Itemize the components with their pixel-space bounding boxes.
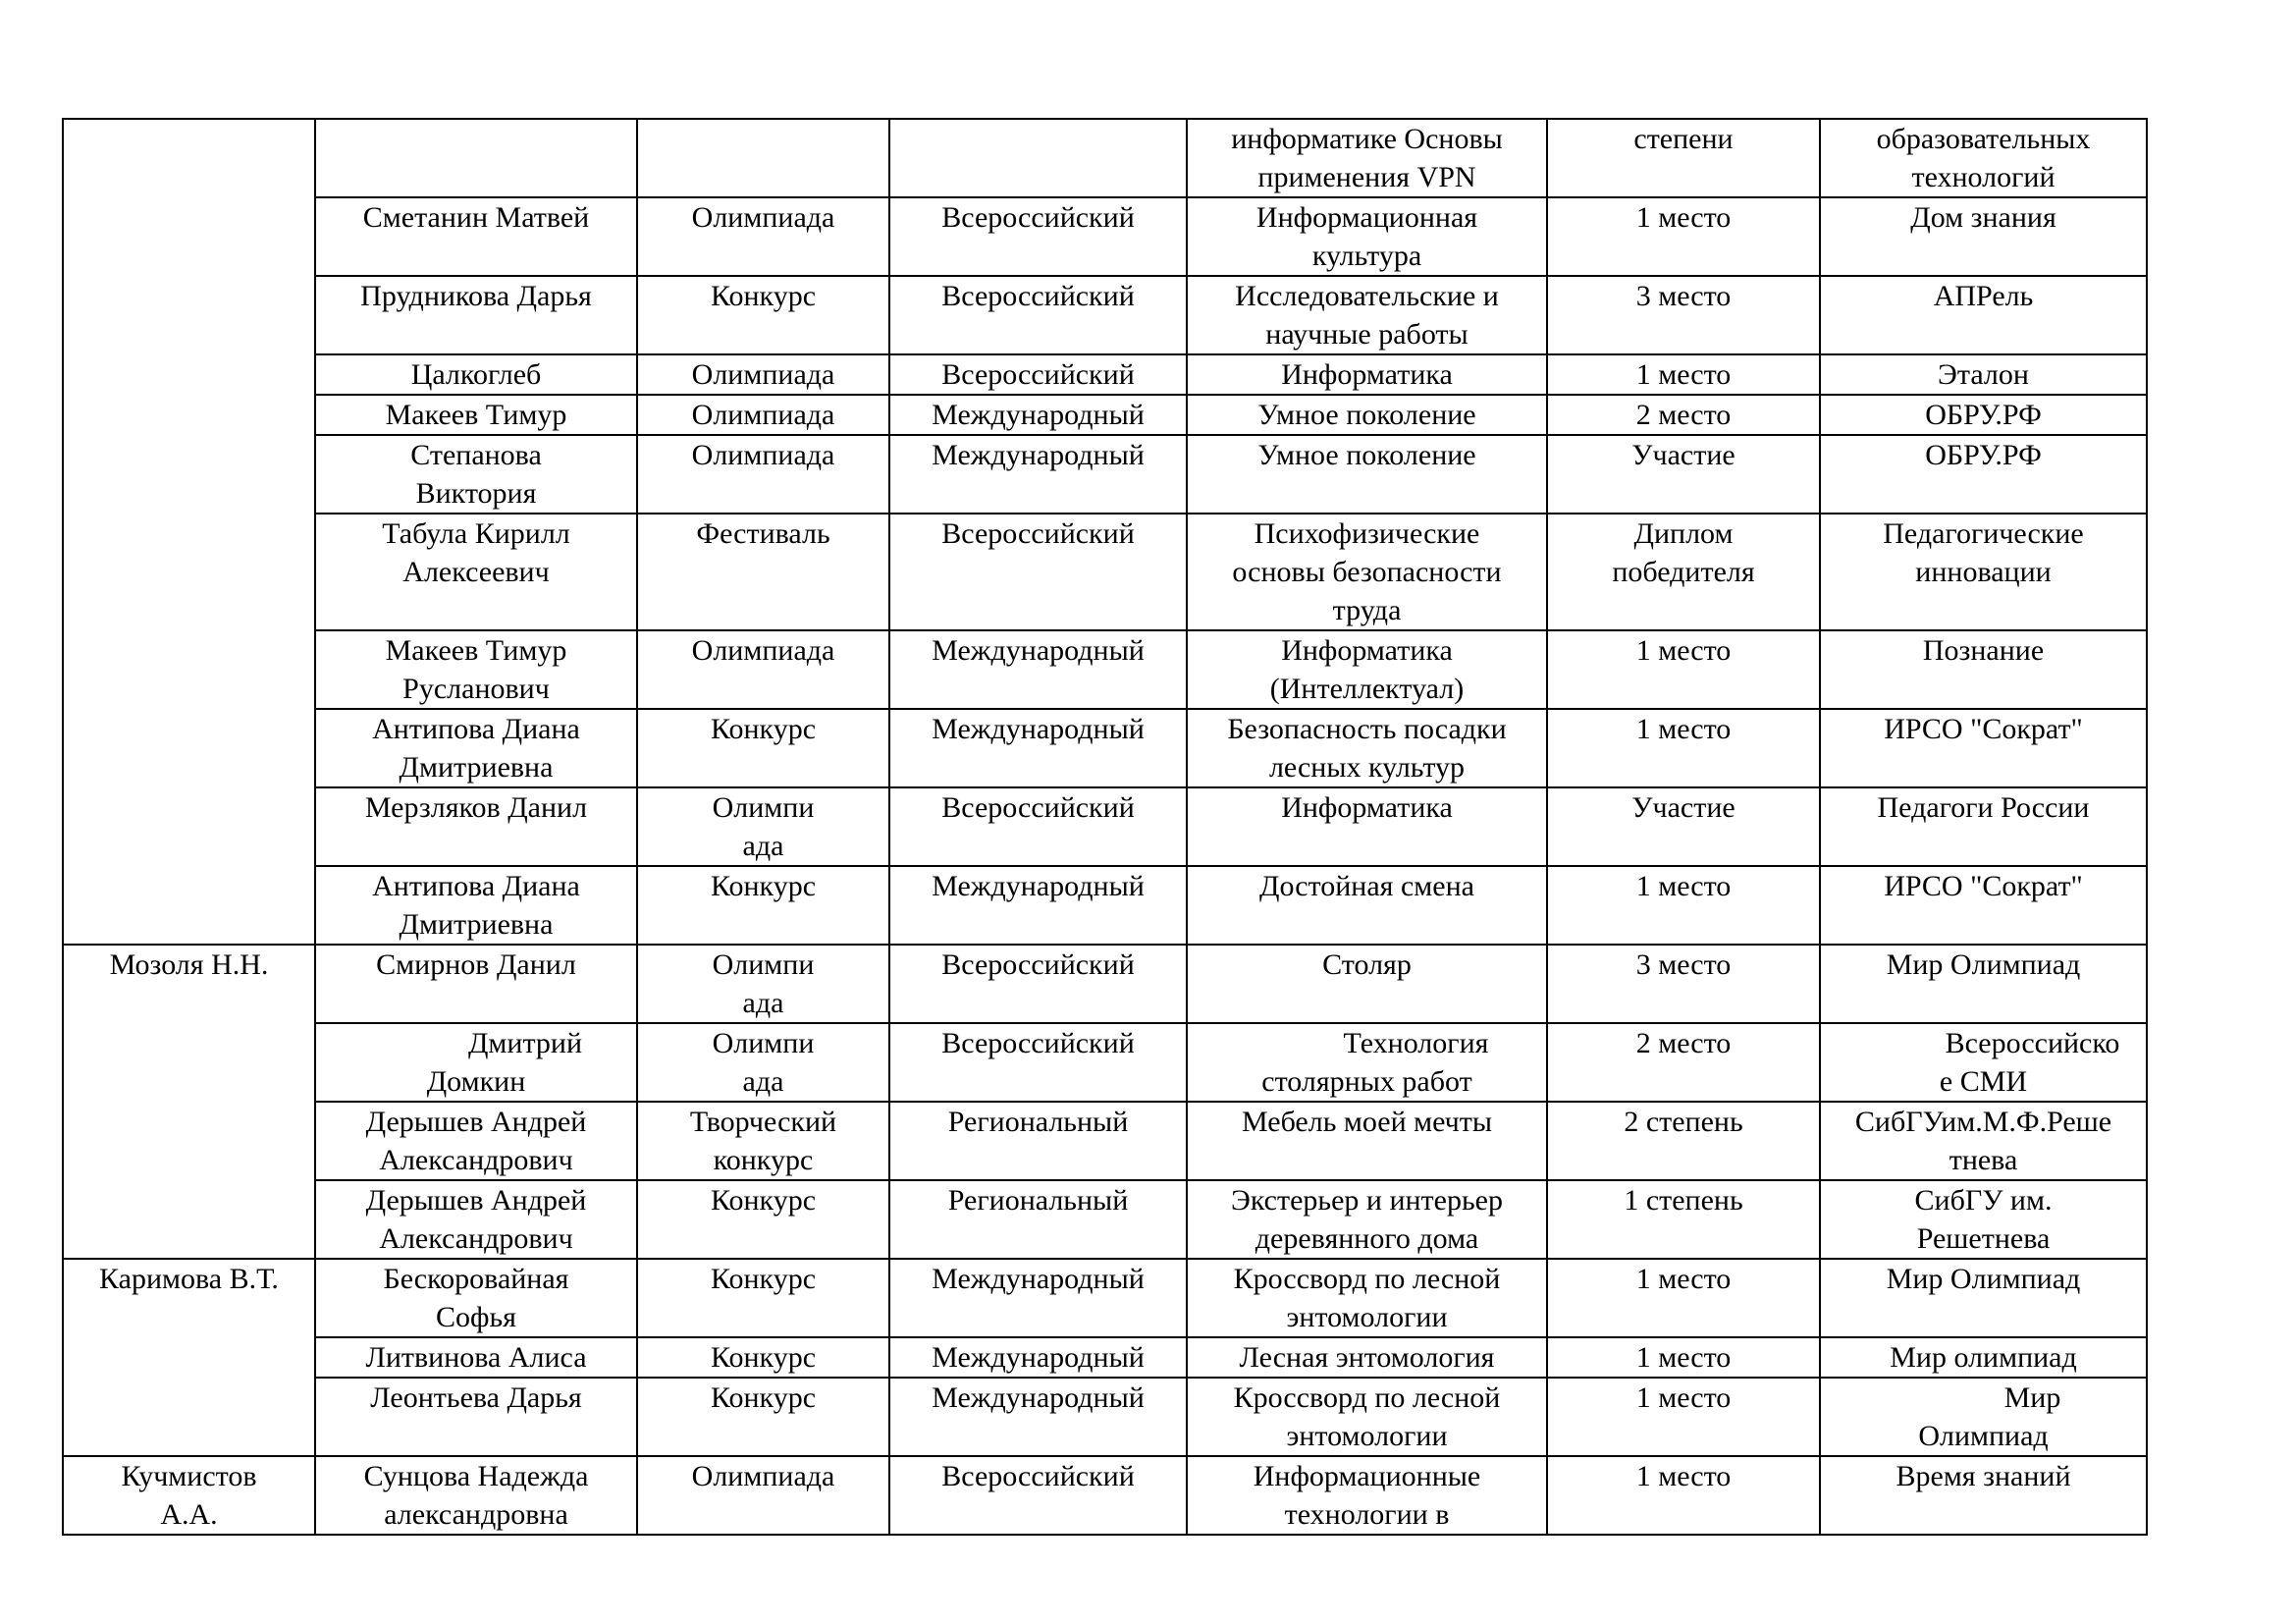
student-cell: Сунцова Надежда александровна: [315, 1456, 637, 1535]
result-cell: 1 место: [1547, 1337, 1820, 1378]
organizer-cell: Всероссийско е СМИ: [1820, 1023, 2147, 1102]
topic-cell: Безопасность посадки лесных культур: [1187, 709, 1547, 787]
organizer-cell: Дом знания: [1820, 197, 2147, 276]
event-type-cell: [637, 119, 889, 197]
student-cell: Леонтьева Дарья: [315, 1378, 637, 1456]
topic-cell: Психофизические основы безопасности труда: [1187, 514, 1547, 630]
topic-cell: Умное поколение: [1187, 435, 1547, 514]
organizer-cell: ИРСО "Сократ": [1820, 709, 2147, 787]
topic-cell: Информатика: [1187, 787, 1547, 866]
event-type-cell: Конкурс: [637, 866, 889, 945]
event-type-cell: Конкурс: [637, 1378, 889, 1456]
event-type-cell: Олимпиада: [637, 630, 889, 709]
table-row: [63, 1023, 2147, 1102]
result-cell: 1 место: [1547, 1378, 1820, 1456]
result-cell: 1 место: [1547, 866, 1820, 945]
result-cell: 1 место: [1547, 630, 1820, 709]
event-type-cell: Олимпи ада: [637, 787, 889, 866]
event-type-cell: Олимпиада: [637, 395, 889, 435]
result-cell: 1 место: [1547, 197, 1820, 276]
topic-cell: Столяр: [1187, 945, 1547, 1023]
level-cell: Международный: [889, 866, 1187, 945]
topic-cell: Умное поколение: [1187, 395, 1547, 435]
level-cell: Всероссийский: [889, 354, 1187, 395]
student-cell: [315, 119, 637, 197]
topic-cell: Кроссворд по лесной энтомологии: [1187, 1378, 1547, 1456]
event-type-cell: Конкурс: [637, 1337, 889, 1378]
student-cell: Табула Кирилл Алексеевич: [315, 514, 637, 630]
table-row: [63, 395, 2147, 435]
table-row: [63, 435, 2147, 514]
event-type-cell: Олимпиада: [637, 197, 889, 276]
level-cell: Всероссийский: [889, 197, 1187, 276]
competition-results-table: [62, 118, 2148, 1536]
result-cell: 1 место: [1547, 1456, 1820, 1535]
result-cell: 2 место: [1547, 395, 1820, 435]
student-cell: Дмитрий Домкин: [315, 1023, 637, 1102]
table-row: [63, 709, 2147, 787]
level-cell: Международный: [889, 1337, 1187, 1378]
organizer-cell: Мир Олимпиад: [1820, 945, 2147, 1023]
student-cell: Дерышев Андрей Александрович: [315, 1102, 637, 1180]
table-row: [63, 945, 2147, 1023]
organizer-cell: Время знаний: [1820, 1456, 2147, 1535]
organizer-cell: ОБРУ.РФ: [1820, 435, 2147, 514]
organizer-cell: СибГУим.М.Ф.Реше тнева: [1820, 1102, 2147, 1180]
level-cell: Всероссийский: [889, 276, 1187, 354]
student-cell: Прудникова Дарья: [315, 276, 637, 354]
topic-cell: Информатика (Интеллектуал): [1187, 630, 1547, 709]
result-cell: 1 место: [1547, 1259, 1820, 1337]
teacher-cell: Кучмистов А.А.: [63, 1456, 315, 1535]
result-cell: Участие: [1547, 787, 1820, 866]
result-cell: Участие: [1547, 435, 1820, 514]
result-cell: 2 степень: [1547, 1102, 1820, 1180]
table-row: [63, 630, 2147, 709]
student-cell: Дерышев Андрей Александрович: [315, 1180, 637, 1259]
result-cell: 1 степень: [1547, 1180, 1820, 1259]
organizer-cell: Педагогические инновации: [1820, 514, 2147, 630]
event-type-cell: Олимпиада: [637, 1456, 889, 1535]
result-cell: степени: [1547, 119, 1820, 197]
table-row: [63, 354, 2147, 395]
topic-cell: Информатика: [1187, 354, 1547, 395]
table-row: [63, 119, 2147, 197]
student-cell: Смирнов Данил: [315, 945, 637, 1023]
result-cell: Диплом победителя: [1547, 514, 1820, 630]
table-row: [63, 1180, 2147, 1259]
level-cell: Международный: [889, 709, 1187, 787]
topic-cell: Экстерьер и интерьер деревянного дома: [1187, 1180, 1547, 1259]
student-cell: Степанова Виктория: [315, 435, 637, 514]
student-cell: Антипова Диана Дмитриевна: [315, 709, 637, 787]
level-cell: Международный: [889, 1259, 1187, 1337]
table-row: [63, 1456, 2147, 1535]
organizer-cell: Эталон: [1820, 354, 2147, 395]
level-cell: Региональный: [889, 1102, 1187, 1180]
organizer-cell: АПРель: [1820, 276, 2147, 354]
level-cell: Региональный: [889, 1180, 1187, 1259]
topic-cell: Кроссворд по лесной энтомологии: [1187, 1259, 1547, 1337]
topic-cell: Лесная энтомология: [1187, 1337, 1547, 1378]
student-cell: Сметанин Матвей: [315, 197, 637, 276]
result-cell: 2 место: [1547, 1023, 1820, 1102]
topic-cell: информатике Основы применения VPN: [1187, 119, 1547, 197]
level-cell: [889, 119, 1187, 197]
result-cell: 1 место: [1547, 709, 1820, 787]
table-row: [63, 1378, 2147, 1456]
organizer-cell: ИРСО "Сократ": [1820, 866, 2147, 945]
table-row: [63, 197, 2147, 276]
organizer-cell: ОБРУ.РФ: [1820, 395, 2147, 435]
topic-cell: Мебель моей мечты: [1187, 1102, 1547, 1180]
organizer-cell: Мир Олимпиад: [1820, 1259, 2147, 1337]
result-cell: 3 место: [1547, 945, 1820, 1023]
event-type-cell: Олимпи ада: [637, 945, 889, 1023]
organizer-cell: Познание: [1820, 630, 2147, 709]
topic-cell: Информационные технологии в: [1187, 1456, 1547, 1535]
organizer-cell: Мир олимпиад: [1820, 1337, 2147, 1378]
teacher-cell: Мозоля Н.Н.: [63, 945, 315, 1259]
teacher-cell: [63, 119, 315, 945]
level-cell: Международный: [889, 395, 1187, 435]
level-cell: Международный: [889, 435, 1187, 514]
level-cell: Всероссийский: [889, 1023, 1187, 1102]
event-type-cell: Олимпиада: [637, 435, 889, 514]
organizer-cell: образовательных технологий: [1820, 119, 2147, 197]
table-row: [63, 1337, 2147, 1378]
topic-cell: Технология столярных работ: [1187, 1023, 1547, 1102]
student-cell: Макеев Тимур: [315, 395, 637, 435]
event-type-cell: Конкурс: [637, 709, 889, 787]
event-type-cell: Олимпи ада: [637, 1023, 889, 1102]
result-cell: 1 место: [1547, 354, 1820, 395]
event-type-cell: Фестиваль: [637, 514, 889, 630]
result-cell: 3 место: [1547, 276, 1820, 354]
student-cell: Цалкоглеб: [315, 354, 637, 395]
table-row: [63, 276, 2147, 354]
student-cell: Антипова Диана Дмитриевна: [315, 866, 637, 945]
table-row: [63, 514, 2147, 630]
level-cell: Всероссийский: [889, 945, 1187, 1023]
student-cell: Мерзляков Данил: [315, 787, 637, 866]
event-type-cell: Творческий конкурс: [637, 1102, 889, 1180]
event-type-cell: Конкурс: [637, 276, 889, 354]
topic-cell: Исследовательские и научные работы: [1187, 276, 1547, 354]
table-row: [63, 866, 2147, 945]
table-row: [63, 1259, 2147, 1337]
student-cell: Литвинова Алиса: [315, 1337, 637, 1378]
event-type-cell: Конкурс: [637, 1180, 889, 1259]
event-type-cell: Олимпиада: [637, 354, 889, 395]
topic-cell: Достойная смена: [1187, 866, 1547, 945]
level-cell: Международный: [889, 630, 1187, 709]
level-cell: Международный: [889, 1378, 1187, 1456]
level-cell: Всероссийский: [889, 514, 1187, 630]
organizer-cell: Мир Олимпиад: [1820, 1378, 2147, 1456]
level-cell: Всероссийский: [889, 787, 1187, 866]
student-cell: Макеев Тимур Русланович: [315, 630, 637, 709]
organizer-cell: СибГУ им. Решетнева: [1820, 1180, 2147, 1259]
organizer-cell: Педагоги России: [1820, 787, 2147, 866]
teacher-cell: Каримова В.Т.: [63, 1259, 315, 1456]
topic-cell: Информационная культура: [1187, 197, 1547, 276]
table-row: [63, 1102, 2147, 1180]
student-cell: Бескоровайная Софья: [315, 1259, 637, 1337]
level-cell: Всероссийский: [889, 1456, 1187, 1535]
event-type-cell: Конкурс: [637, 1259, 889, 1337]
table-row: [63, 787, 2147, 866]
